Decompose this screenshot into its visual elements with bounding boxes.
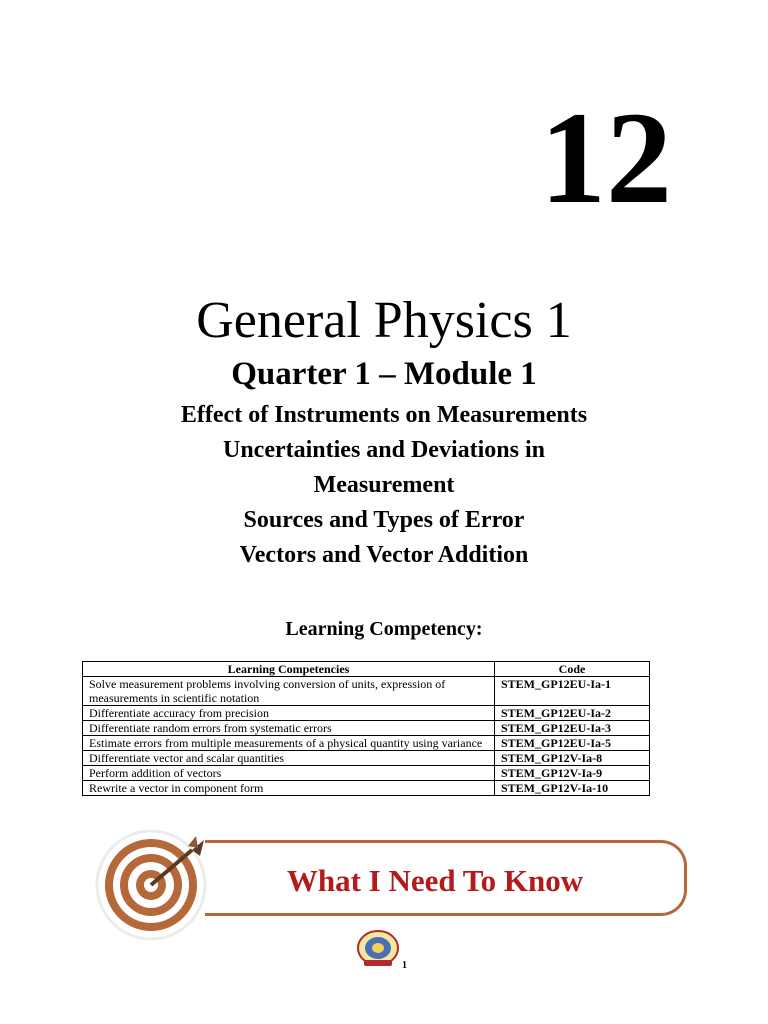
seal-icon — [356, 930, 400, 968]
page-number: 1 — [402, 960, 407, 971]
table-row — [83, 766, 650, 781]
target-icon — [92, 826, 210, 944]
competency-cell: Differentiate vector and scalar quantities — [83, 751, 495, 766]
topic-line: Measurement — [313, 472, 455, 498]
topic-line: Uncertainties and Deviations in — [222, 437, 545, 463]
banner-title: What I Need To Know — [286, 863, 584, 898]
page-title: General Physics 1 — [196, 292, 572, 349]
column-header-competencies: Learning Competencies — [83, 662, 495, 677]
competency-cell: Rewrite a vector in component form — [83, 781, 495, 796]
table-row — [83, 677, 650, 706]
code-cell: STEM_GP12V-Ia-9 — [495, 766, 650, 781]
topic-line: Vectors and Vector Addition — [239, 542, 529, 568]
code-cell: STEM_GP12V-Ia-10 — [495, 781, 650, 796]
learning-competency-heading: Learning Competency: — [285, 618, 483, 640]
competency-cell: Differentiate accuracy from precision — [83, 706, 495, 721]
table-row — [83, 781, 650, 796]
topic-list — [0, 398, 768, 573]
table-row — [83, 706, 650, 721]
table-row — [83, 751, 650, 766]
section-banner — [205, 840, 687, 916]
topic-line: Sources and Types of Error — [243, 507, 525, 533]
code-cell: STEM_GP12EU-Ia-3 — [495, 721, 650, 736]
competency-table — [82, 661, 650, 796]
code-cell: STEM_GP12EU-Ia-2 — [495, 706, 650, 721]
code-cell: STEM_GP12V-Ia-8 — [495, 751, 650, 766]
column-header-code: Code — [495, 662, 650, 677]
grade-number: 12 — [540, 84, 672, 231]
code-cell: STEM_GP12EU-Ia-1 — [495, 677, 650, 706]
table-row — [83, 721, 650, 736]
module-subtitle: Quarter 1 – Module 1 — [231, 356, 537, 392]
competency-cell: Perform addition of vectors — [83, 766, 495, 781]
competency-cell: Estimate errors from multiple measurements of a physical quantity using variance — [83, 736, 495, 751]
topic-line: Effect of Instruments on Measurements — [180, 402, 588, 428]
code-cell: STEM_GP12EU-Ia-5 — [495, 736, 650, 751]
table-row — [83, 736, 650, 751]
table-header-row — [83, 662, 650, 677]
competency-cell: Differentiate random errors from systematic errors — [83, 721, 495, 736]
competency-cell: Solve measurement problems involving conversion of units, expression of measurements in scientific notation — [83, 677, 495, 706]
